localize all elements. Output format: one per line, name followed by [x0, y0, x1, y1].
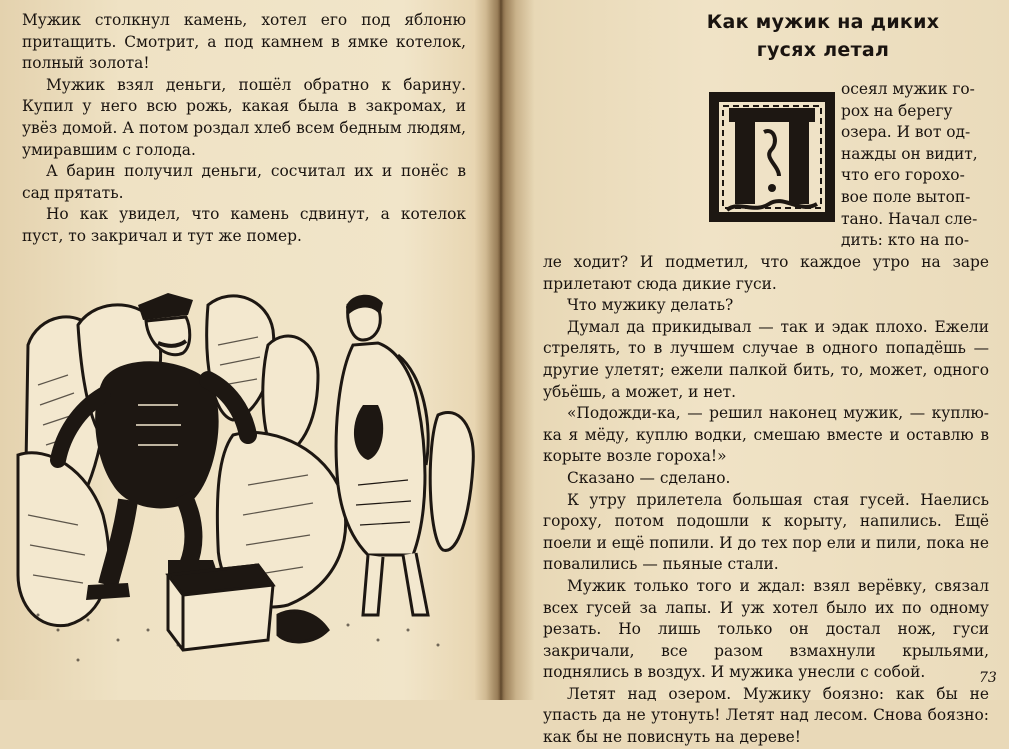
wrap-line-4: нажды он видит, — [841, 144, 978, 163]
right-text-block — [543, 252, 989, 749]
right-paragraph-6: К утру прилетела большая стая гусей. Наелись гороху, потом подошли к корыту, напились. Ещё поели и ещё попили. И до тех пор ели и пили, пока не повалились — пьяные стали. — [543, 490, 989, 574]
left-paragraph-3: А барин получил деньги, сосчитал их и понёс в сад прятать. — [22, 162, 466, 202]
left-text-block — [22, 10, 466, 248]
drop-cap-letter — [709, 92, 835, 222]
woodcut-illustration — [18, 285, 480, 685]
muzhik-figure — [336, 295, 428, 615]
wrap-line-8: дить: кто на по- — [841, 231, 970, 250]
right-paragraph-2: Что мужику делать? — [567, 296, 734, 315]
left-paragraph-1: Мужик столкнул камень, хотел его под яблоню притащить. Смотрит, а под камнем в ямке котелок, полный золота! — [22, 11, 466, 73]
right-paragraph-1-rest: ле ходит? И подметил, что каждое утро на заре прилетают сюда дикие гуси. — [543, 253, 989, 293]
left-paragraph-2: Мужик взял деньги, пошёл обратно к барину. Купил у него всю рожь, какая была в закромах, и увёз домой. А потом роздал хлеб всем бедным людям, умиравшим с голода. — [22, 75, 466, 159]
wrap-line-3: озера. И вот од- — [841, 123, 971, 142]
story-title — [703, 8, 943, 64]
right-paragraph-3: Думал да прикидывал — так и эдак плохо. Ежели стрелять, то в лучшем случае в одного попадёшь — другие улетят; ежели палкой бить, то, может, одного убьёшь, а может, и нет. — [543, 317, 989, 401]
right-paragraph-8: Летят над озером. Мужику боязно: как бы не упасть да не утонуть! Летят над лесом. Снова боязно: как бы не повиснуть на дереве! — [543, 684, 989, 747]
left-paragraph-4: Но как увидел, что камень сдвинут, а котелок пуст, то закричал и тут же помер. — [22, 205, 466, 245]
right-page — [503, 0, 1009, 747]
wrap-line-5: что его горохо- — [841, 166, 965, 185]
wrap-line-7: тано. Начал сле- — [841, 209, 978, 228]
right-paragraph-4: «Подожди-ка, — решил наконец мужик, — куплю-ка я мёду, куплю водки, смешаю вместе и оставлю в корыте возле гороха!» — [543, 404, 989, 466]
wrap-line-2: рох на берегу — [841, 101, 953, 120]
story-title-line-2: гусях летал — [756, 39, 890, 61]
left-page — [0, 0, 496, 700]
drop-cap-wrap-text — [841, 79, 989, 252]
page-number: 73 — [979, 670, 997, 686]
right-paragraph-5: Сказано — сделано. — [567, 468, 731, 487]
wrap-line-6: вое поле вытоп- — [841, 187, 971, 206]
story-title-line-1: Как мужик на диких — [706, 11, 940, 33]
right-paragraph-7: Мужик только того и ждал: взял верёвку, связал всех гусей за лапы. И уж хотел было их по одному резать. Но лишь только он достал нож, гуси закричали, все разом взмахнули крыльями, поднялись в воздух. И мужика унесли с собой. — [543, 576, 989, 682]
wrap-line-1: осеял мужик го- — [841, 80, 975, 98]
